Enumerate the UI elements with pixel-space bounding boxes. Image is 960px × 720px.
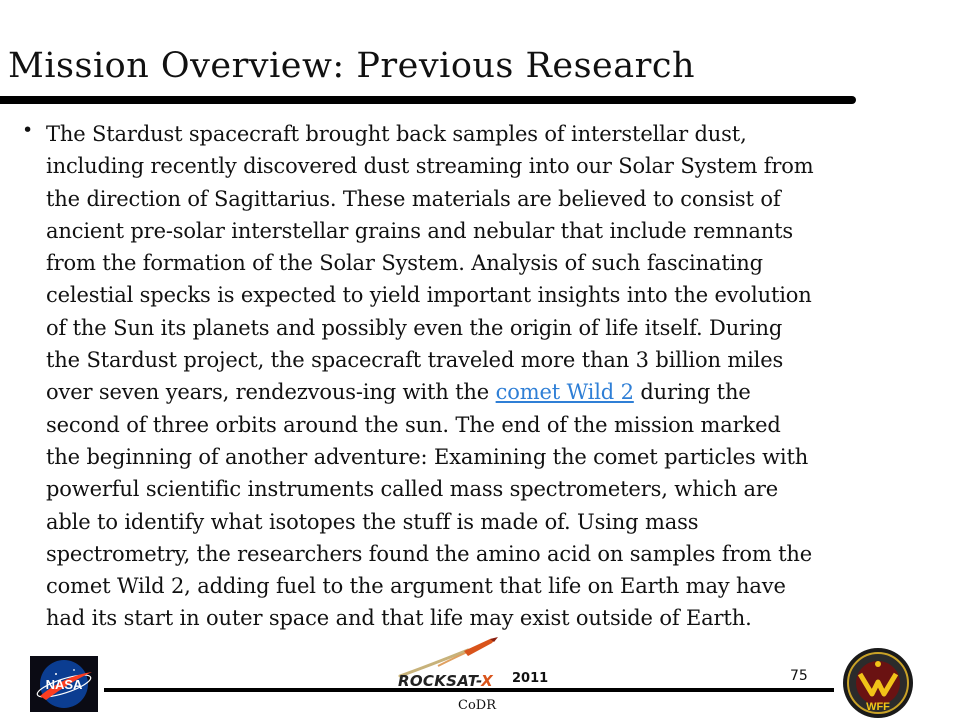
bullet-marker: • — [22, 119, 34, 141]
rocksat-x-logo — [398, 672, 493, 690]
rocksat-logo-x: X — [481, 672, 493, 690]
footer-year: 2011 — [512, 671, 549, 686]
body-line: The Stardust spacecraft brought back samples of interstellar dust, — [46, 122, 747, 146]
wff-logo-text: WFF — [866, 701, 890, 713]
body-line: ancient pre-solar interstellar grains and nebular that include remnants — [46, 218, 794, 243]
body-line: second of three orbits around the sun. The end of the mission marked — [46, 412, 781, 437]
body-paragraph — [46, 118, 946, 635]
body-line: able to identify what isotopes the stuff is made of. Using mass — [46, 509, 699, 534]
body-line: the direction of Sagittarius. These materials are believed to consist of — [46, 186, 781, 211]
wff-logo-icon — [842, 646, 914, 720]
body-line: powerful scientific instruments called mass spectrometers, which are — [46, 477, 779, 502]
footer-label: CoDR — [458, 698, 496, 713]
body-line: including recently discovered dust streaming into our Solar System from — [46, 154, 814, 179]
link-line-suffix: during the — [633, 380, 751, 405]
nasa-logo-icon — [30, 656, 98, 712]
body-line: celestial specks is expected to yield important insights into the evolution — [46, 283, 812, 308]
slide-title: Mission Overview: Previous Research — [8, 46, 695, 86]
nasa-logo-text: NASA — [45, 677, 83, 692]
body-line: spectrometry, the researchers found the amino acid on samples from the — [46, 541, 813, 566]
body-line: the Stardust project, the spacecraft traveled more than 3 billion miles — [46, 348, 784, 373]
page-number: 75 — [790, 668, 808, 684]
body-line: of the Sun its planets and possibly even the origin of life itself. During — [46, 315, 783, 340]
comet-wild-2-link[interactable]: comet Wild 2 — [495, 380, 634, 405]
body-line: comet Wild 2, adding fuel to the argument that life on Earth may have — [46, 574, 786, 599]
rocksat-logo-main: ROCKSAT- — [398, 672, 482, 690]
link-line-prefix: over seven years, rendezvous-ing with the — [46, 380, 496, 405]
body-line: had its start in outer space and that life may exist outside of Earth. — [46, 606, 752, 631]
body-line: the beginning of another adventure: Examining the comet particles with — [46, 444, 809, 469]
body-line-with-link — [46, 376, 946, 408]
body-line: from the formation of the Solar System. Analysis of such fascinating — [46, 251, 763, 276]
title-underline — [0, 96, 856, 104]
